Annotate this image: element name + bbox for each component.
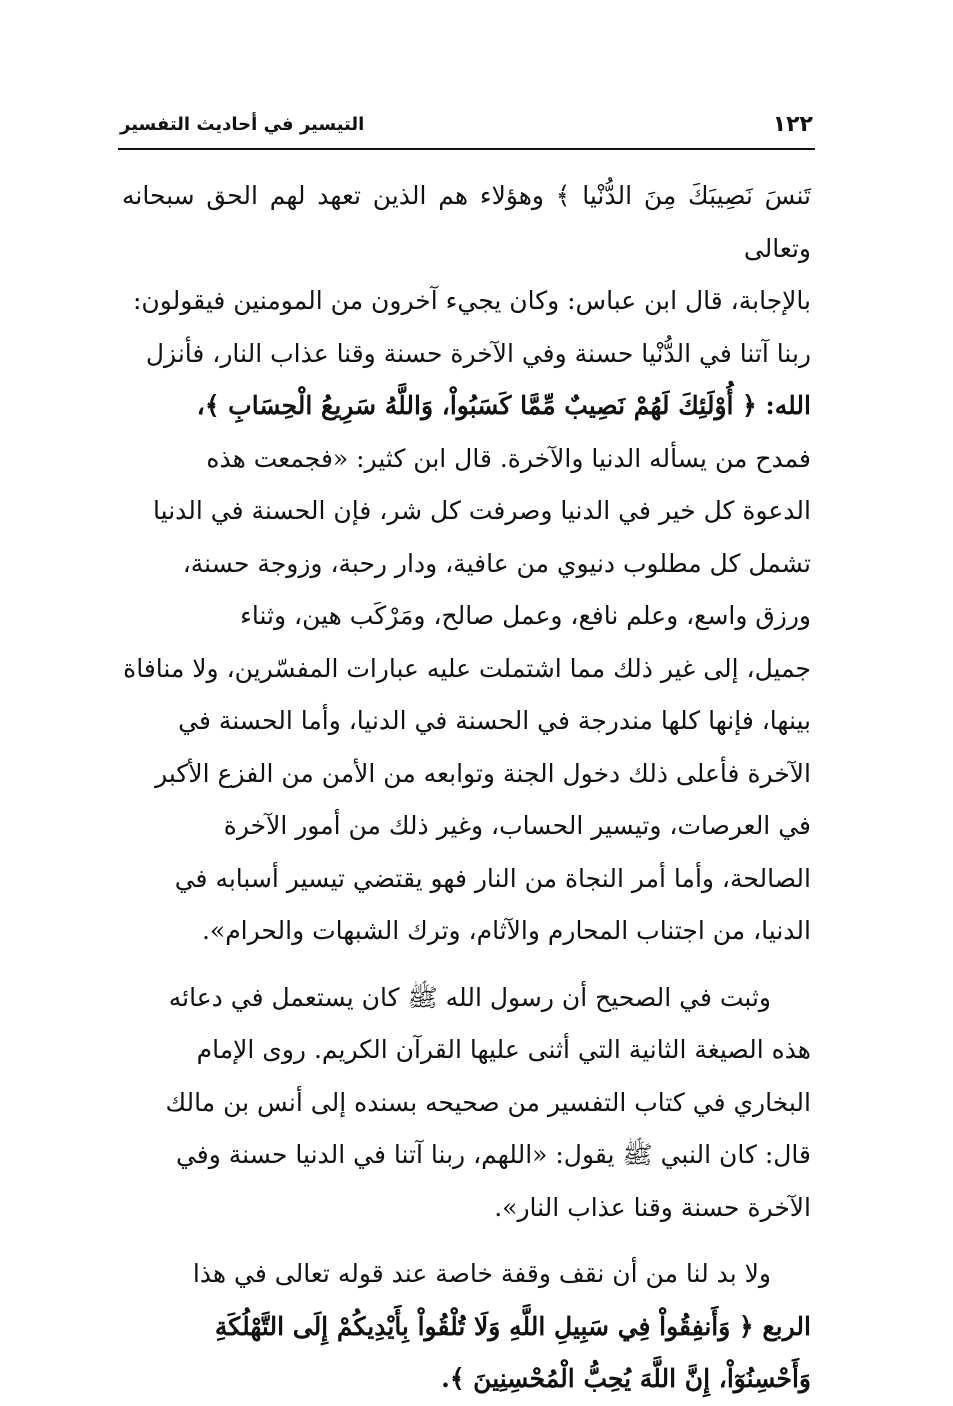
paragraph-gap xyxy=(122,958,811,972)
text-line-quran: الربع ﴿ وَأَنفِقُواْ فِي سَبِيلِ اللَّهِ وَلَا تُلْقُواْ بِأَيْدِيكُمْ إِلَى التَّهْلُكَةِ xyxy=(214,1311,811,1341)
paragraph-gap xyxy=(122,1234,811,1248)
paragraph-1 xyxy=(122,170,811,958)
text-line: تشمل كل مطلوب دنيوي من عافية، ودار رحبة، وزوجة حسنة، xyxy=(182,548,811,578)
text-line: ربنا آتنا في الدُّنْيا حسنة وفي الآخرة حسنة وقنا عذاب النار، فأنزل xyxy=(145,338,811,368)
running-title: التيسير في أحاديث التفسير xyxy=(120,114,365,135)
text-line: جميل، إلى غير ذلك مما اشتملت عليه عبارات المفسّرين، ولا منافاة xyxy=(123,653,811,683)
text-line: ولا بد لنا من أن نقف وقفة خاصة عند قوله تعالى في هذا xyxy=(192,1259,771,1288)
text-line: الآخرة فأعلى ذلك دخول الجنة وتوابعه من الأمن من الفزع الأكبر xyxy=(155,758,811,788)
text-line: ورزق واسع، وعلم نافع، وعمل صالح، ومَرْكَب هين، وثناء xyxy=(240,601,811,630)
body-text xyxy=(122,170,811,1406)
text-line: بينها، فإنها كلها مندرجة في الحسنة في الدنيا، وأما الحسنة في xyxy=(178,706,811,735)
text-line: في العرصات، وتيسير الحساب، وغير ذلك من أمور الآخرة xyxy=(223,811,811,840)
text-line: بالإجابة، قال ابن عباس: وكان يجيء آخرون من المومنين فيقولون: xyxy=(132,286,811,315)
text-line: الدنيا، من اجتناب المحارم والآثام، وترك الشبهات والحرام». xyxy=(201,916,811,945)
text-line: فمدح من يسأله الدنيا والآخرة. قال ابن كثير: «فجمعت هذه xyxy=(206,443,811,473)
paragraph-3 xyxy=(122,1248,811,1406)
header-rule xyxy=(118,148,815,150)
text-line: البخاري في كتاب التفسير من صحيحه بسنده إلى أنس بن مالك xyxy=(165,1087,811,1117)
text-line-quran: وَأَحْسِنُوٓاْ، إِنَّ اللَّهَ يُحِبُّ الْمُحْسِنِينَ ﴾. xyxy=(441,1364,811,1393)
paragraph-2 xyxy=(122,972,811,1235)
text-line: الصالحة، وأما أمر النجاة من النار فهو يقتضي تيسير أسبابه في xyxy=(174,863,811,893)
text-line: هذه الصيغة الثانية التي أثنى عليها القرآن الكريم. روى الإمام xyxy=(196,1035,811,1064)
text-line: وثبت في الصحيح أن رسول الله ﷺ كان يستعمل في دعائه xyxy=(168,982,771,1012)
text-line: قال: كان النبي ﷺ يقول: «اللهم، ربنا آتنا في الدنيا حسنة وفي xyxy=(175,1140,811,1169)
text-line: تَنسَ نَصِيبَكَ مِنَ الدُّنْيا ﴾ وهؤلاء هم الذين تعهد لهم الحق سبحانه وتعالى xyxy=(122,181,811,263)
text-line-quran: الله: ﴿ أُوْلَئِكَ لَهُمْ نَصِيبٌ مِّمَّا كَسَبُواْ، وَاللَّهُ سَرِيعُ الْحِسَابِ ﴾، xyxy=(196,391,811,420)
page-number: ١٢٢ xyxy=(772,112,813,137)
text-line: الآخرة حسنة وقنا عذاب النار». xyxy=(494,1192,811,1222)
text-line: الدعوة كل خير في الدنيا وصرفت كل شر، فإن الحسنة في الدنيا xyxy=(153,496,811,525)
page-header xyxy=(120,110,813,150)
